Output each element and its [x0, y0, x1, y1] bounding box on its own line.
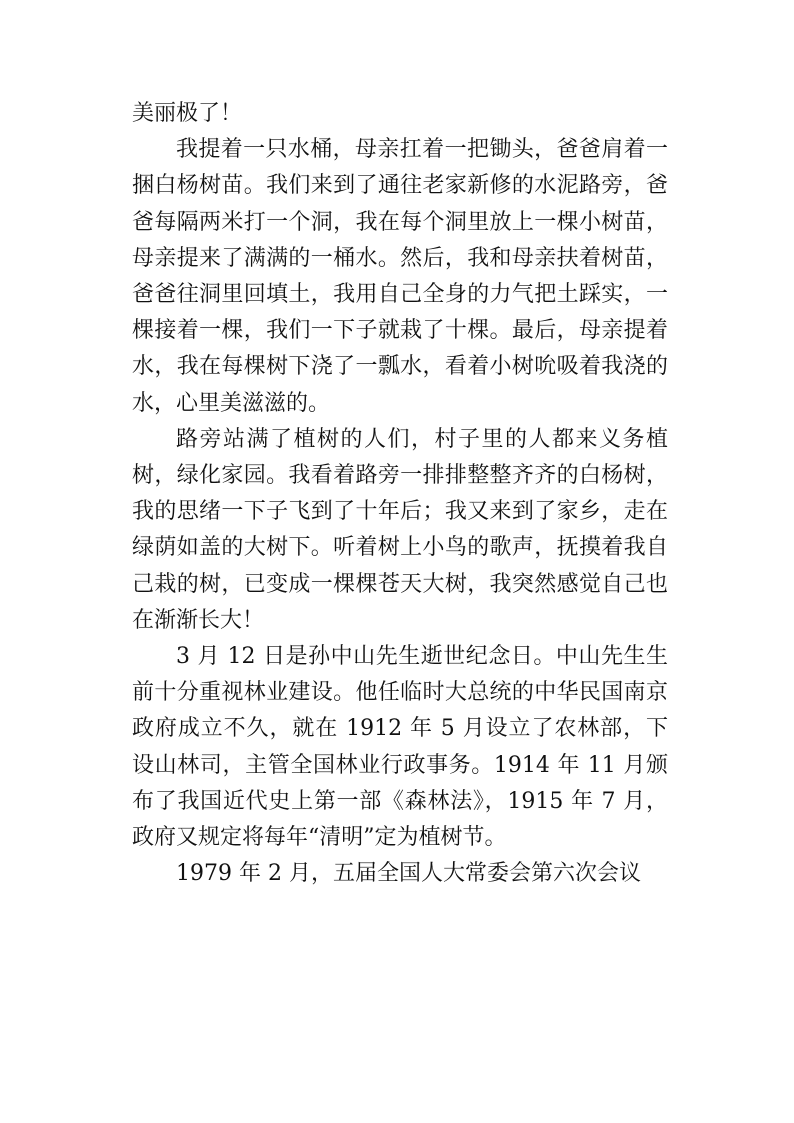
paragraph-2: 我提着一只水桶，母亲扛着一把锄头，爸爸肩着一捆白杨树苗。我们来到了通往老家新修的水泥路旁，爸爸每隔两米打一个洞，我在每个洞里放上一棵小树苗，母亲提来了满满的一桶水。然后，我和母亲扶着树苗，爸爸往洞里回填土，我用自己全身的力气把土踩实，一棵接着一棵，我们一下子就栽了十棵。最后，母亲提着水，我在每棵树下浇了一瓢水，看着小树吮吸着我浇的水，心里美滋滋的。	[132, 137, 668, 416]
paragraph-1: 美丽极了！	[132, 101, 243, 126]
paragraph-3: 路旁站满了植树的人们，村子里的人都来义务植树，绿化家园。我看着路旁一排排整整齐齐的白杨树，我的思绪一下子飞到了十年后；我又来到了家乡，走在绿荫如盖的大树下。听着树上小鸟的歌声，抚摸着我自己栽的树，已变成一棵棵苍天大树，我突然感觉自己也在渐渐长大！	[132, 426, 668, 633]
paragraph-4: 3 月 12 日是孙中山先生逝世纪念日。中山先生生前十分重视林业建设。他任临时大总统的中华民国南京政府成立不久，就在 1912 年 5 月设立了农林部，下设山林司，主管全国林业行政事务。1914 年 11 月颁布了我国近代史上第一部《森林法》，1915 年 7 月，政府又规定将每年“清明”定为植树节。	[132, 644, 668, 851]
paragraph-5: 1979 年 2 月，五届全国人大常委会第六次会议	[176, 861, 641, 887]
document-page	[132, 96, 668, 892]
